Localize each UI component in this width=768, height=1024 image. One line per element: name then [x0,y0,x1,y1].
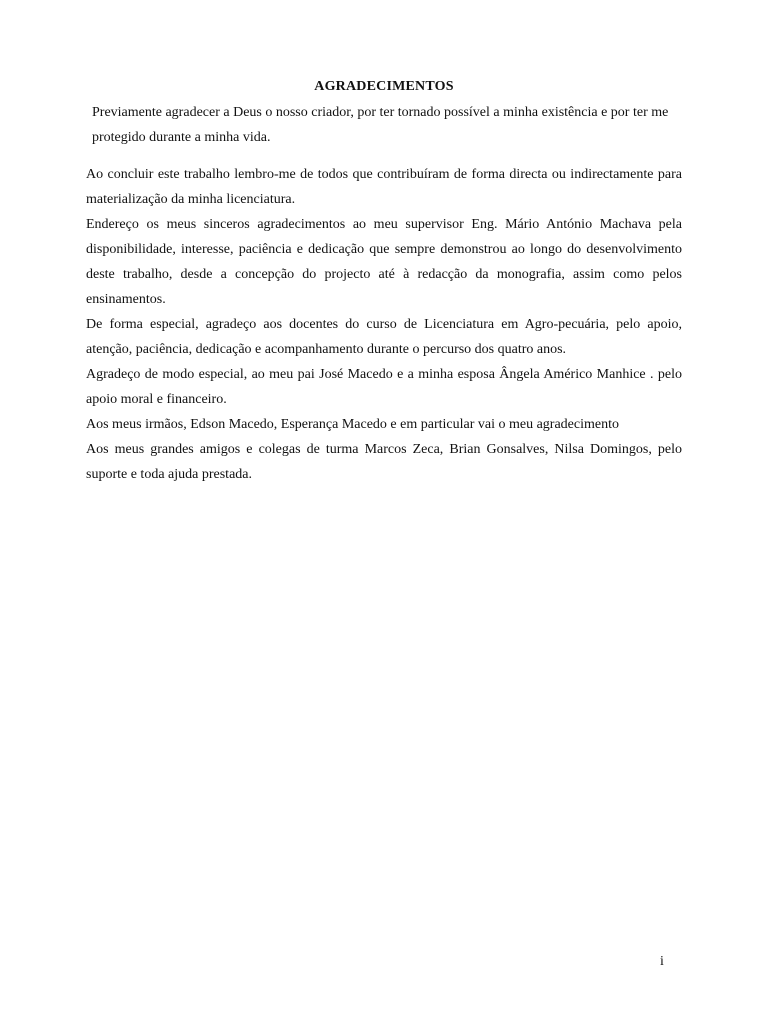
paragraph-teachers: De forma especial, agradeço aos docentes do curso de Licenciatura em Agro-pecuária, pelo apoio, atenção, paciência, dedicação e acompanhamento durante o percurso dos quatro anos. [86,317,682,357]
paragraph-family: Agradeço de modo especial, ao meu pai José Macedo e a minha esposa Ângela Américo Manhice . pelo apoio moral e financeiro. [86,367,682,407]
page-title: AGRADECIMENTOS [314,79,454,94]
paragraph-supervisor: Endereço os meus sinceros agradecimentos ao meu supervisor Eng. Mário António Machava pela disponibilidade, interesse, paciência e dedicação que sempre demonstrou ao longo do desenvolvimento deste trabalho, desde a concepção do projecto até à redacção da monografia, assim como pelos ensinamentos. [86,217,682,307]
paragraph-conclusion: Ao concluir este trabalho lembro-me de todos que contribuíram de forma directa ou indirectamente para materialização da minha licenciatura. [86,167,682,207]
paragraph-siblings: Aos meus irmãos, Edson Macedo, Esperança Macedo e em particular vai o meu agradecimento [86,417,619,432]
page-number: i [660,954,664,969]
paragraph-friends: Aos meus grandes amigos e colegas de turma Marcos Zeca, Brian Gonsalves, Nilsa Domingos, pelo suporte e toda ajuda prestada. [86,442,682,482]
acknowledgements-body [86,162,682,487]
intro-paragraph: Previamente agradecer a Deus o nosso criador, por ter tornado possível a minha existência e por ter me protegido durante a minha vida. [92,105,669,145]
